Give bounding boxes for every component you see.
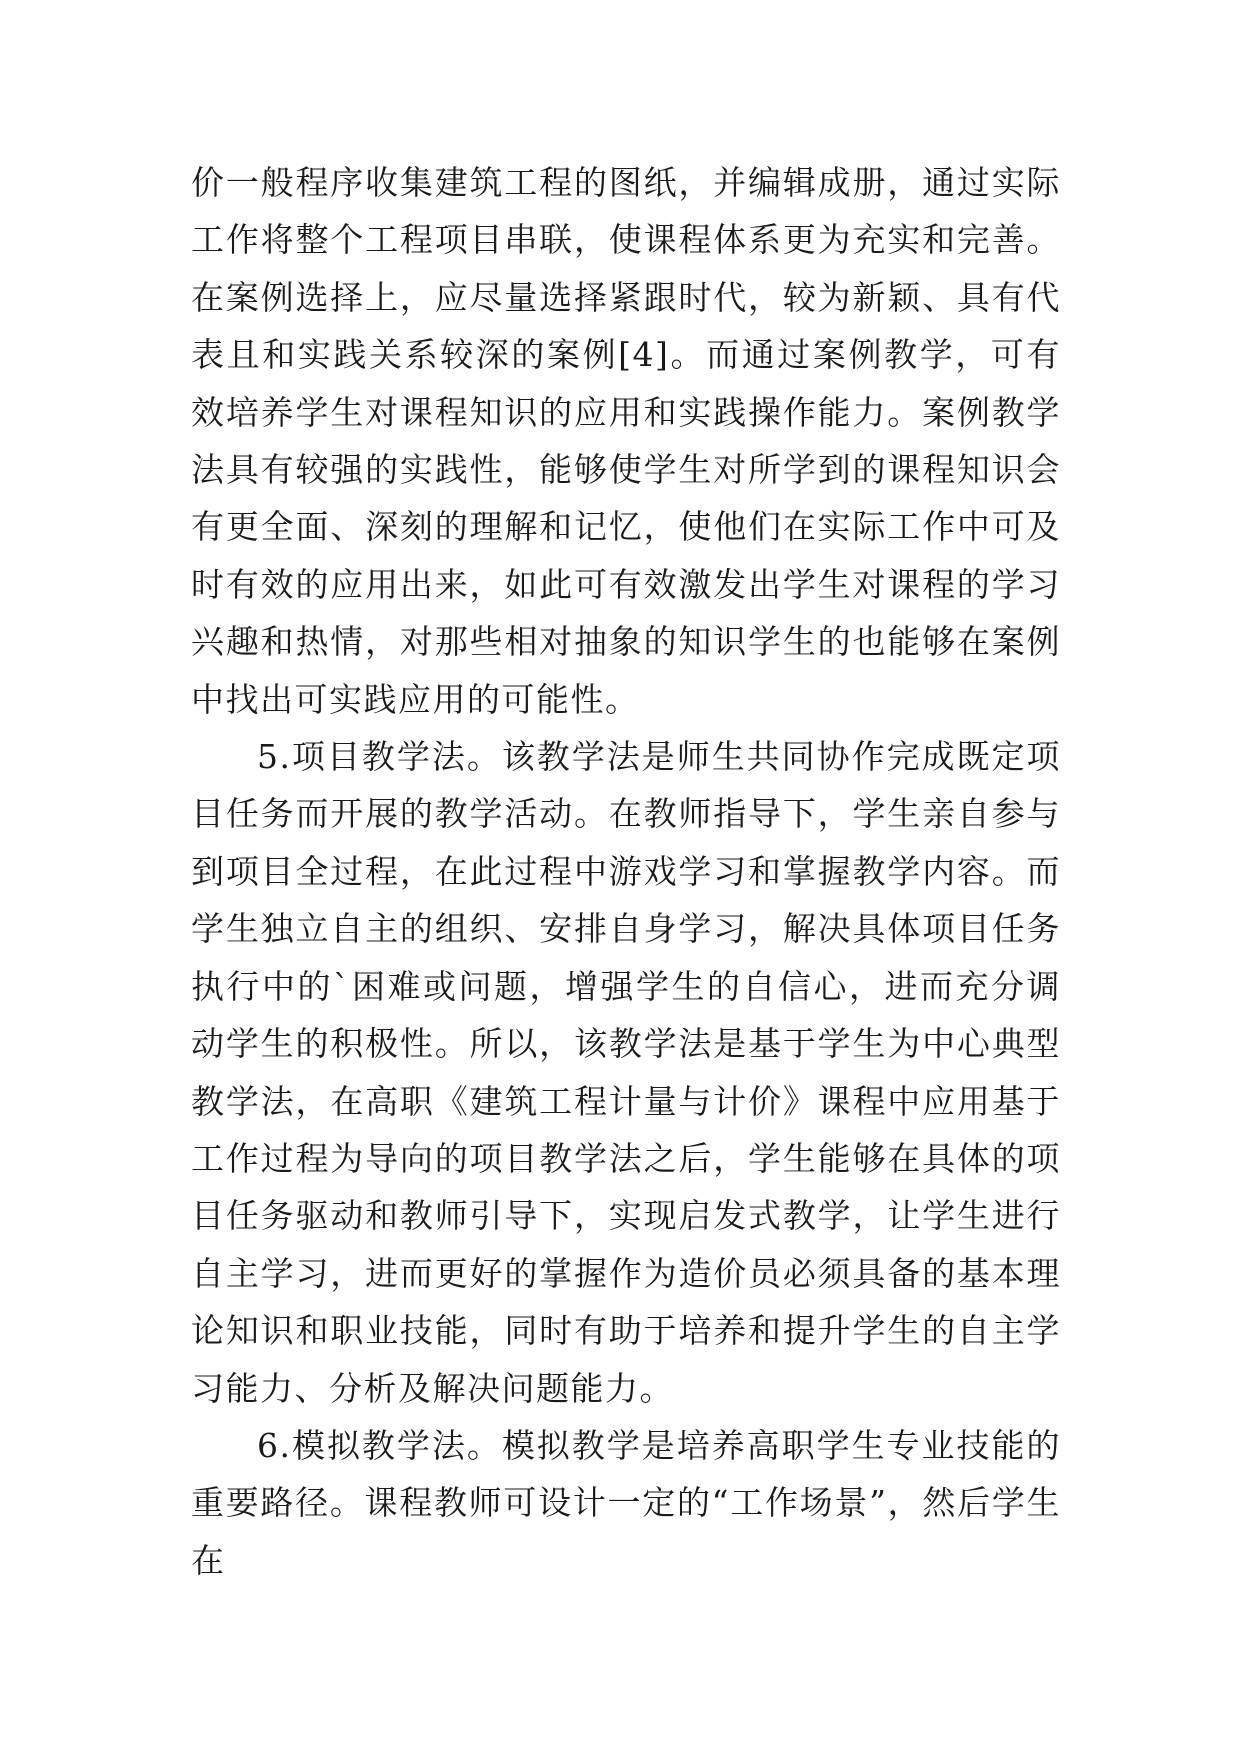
document-body	[191, 154, 1061, 1589]
paragraph-project-teaching: 5.项目教学法。该教学法是师生共同协作完成既定项目任务而开展的教学活动。在教师指导下，学生亲自参与到项目全过程，在此过程中游戏学习和掌握教学内容。而学生独立自主的组织、安排自身学习，解决具体项目任务执行中的`困难或问题，增强学生的自信心，进而充分调动学生的积极性。所以，该教学法是基于学生为中心典型教学法，在高职《建筑工程计量与计价》课程中应用基于工作过程为导向的项目教学法之后，学生能够在具体的项目任务驱动和教师引导下，实现启发式教学，让学生进行自主学习，进而更好的掌握作为造价员必须具备的基本理论知识和职业技能，同时有助于培养和提升学生的自主学习能力、分析及解决问题能力。	[191, 737, 1061, 1408]
paragraph-case-teaching-continued: 价一般程序收集建筑工程的图纸，并编辑成册，通过实际工作将整个工程项目串联，使课程体系更为充实和完善。在案例选择上，应尽量选择紧跟时代，较为新颖、具有代表且和实践关系较深的案例[4]。而通过案例教学，可有效培养学生对课程知识的应用和实践操作能力。案例教学法具有较强的实践性，能够使学生对所学到的课程知识会有更全面、深刻的理解和记忆，使他们在实际工作中可及时有效的应用出来，如此可有效激发出学生对课程的学习兴趣和热情，对那些相对抽象的知识学生的也能够在案例中找出可实践应用的可能性。	[191, 163, 1061, 719]
paragraph-simulation-teaching: 6.模拟教学法。模拟教学是培养高职学生专业技能的重要路径。课程教师可设计一定的“工作场景”，然后学生在	[191, 1425, 1061, 1580]
